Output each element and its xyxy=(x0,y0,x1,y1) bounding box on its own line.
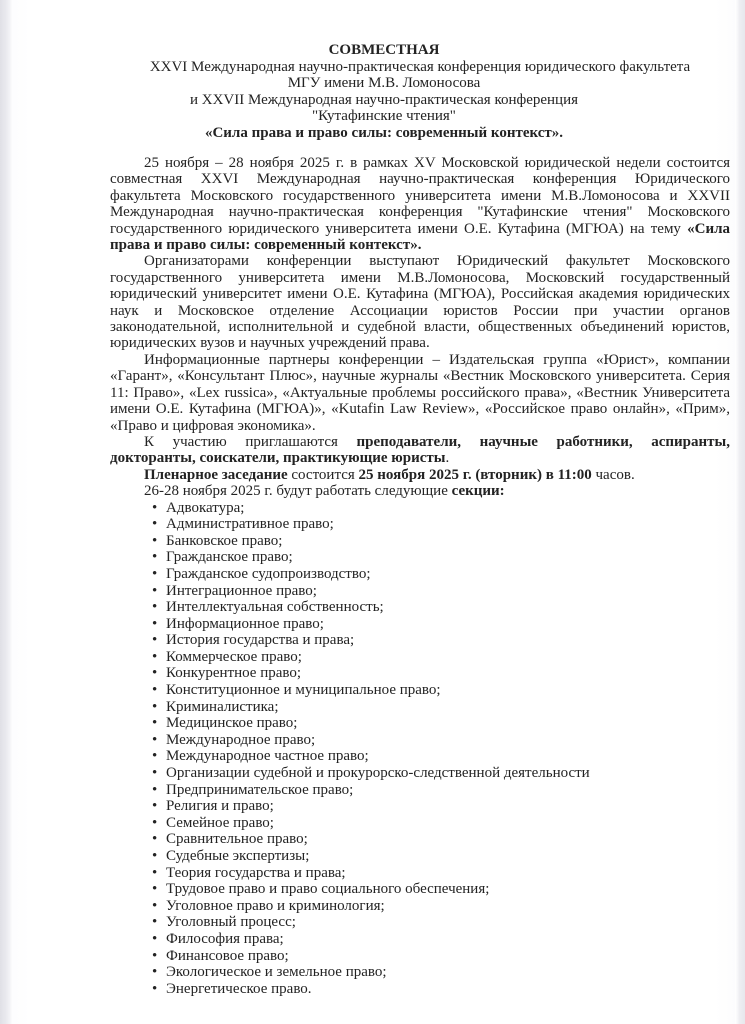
bullet-icon: • xyxy=(152,914,158,931)
section-list-item xyxy=(152,715,730,732)
title-line: "Кутафинские чтения" xyxy=(312,108,456,124)
bullet-icon: • xyxy=(152,930,158,947)
section-list-item xyxy=(152,682,730,699)
paragraph-bold-run: «Сила права и право силы: современный контекст». xyxy=(110,220,730,254)
section-label: Семейное право; xyxy=(166,814,274,831)
paragraph-bold-run: секции: xyxy=(451,483,505,500)
paragraph-run: Информационные партнеры конференции – Издательская группа «Юрист», компании «Гарант», «Консультант Плюс», научные журналы «Вестник Московского университета. Серия 11: Право», «Lex russica», «Актуальные проблемы российского права», «Вестник Университета имени О.Е. Кутафина (МГЮА)», «Kutafin Law Review», «Российское право онлайн», «Прим», «Право и цифровая экономика». xyxy=(110,351,730,434)
paragraph xyxy=(110,434,730,467)
section-label: Конкурентное право; xyxy=(166,665,302,682)
section-label: Интеллектуальная собственность; xyxy=(166,599,384,616)
bullet-icon: • xyxy=(152,632,158,649)
title-line: «Сила права и право силы: современный контекст». xyxy=(204,124,564,141)
section-list-item xyxy=(152,549,730,566)
body-paragraphs xyxy=(110,155,730,500)
bullet-icon: • xyxy=(152,798,158,815)
section-label: Международное право; xyxy=(166,731,316,748)
photo-left-edge xyxy=(0,0,13,1024)
bullet-icon: • xyxy=(152,864,158,881)
section-list-item xyxy=(152,831,730,848)
paragraph-run: . xyxy=(445,450,450,467)
section-list-item xyxy=(152,898,730,915)
section-label: Трудовое право и право социального обеспечения; xyxy=(166,881,490,898)
bullet-icon: • xyxy=(152,715,158,732)
section-label: Философия права; xyxy=(166,930,284,947)
section-label: Уголовное право и криминология; xyxy=(166,897,385,914)
section-list-item xyxy=(152,516,730,533)
document-page xyxy=(110,42,730,997)
section-label: Религия и право; xyxy=(166,798,274,815)
paragraph-run: Организаторами конференции выступают Юридический факультет Московского государственного университета имени М.В.Ломоносова, Московский государственный юридический университет имени О.Е. Кутафина (МГЮА), Российская академия юридических наук и Московское отделение Ассоциации юристов России при участии органов законодательной, исполнительной и судебной власти, общественных объединений юристов, юридических вузов и научных учреждений права. xyxy=(110,253,730,352)
bullet-icon: • xyxy=(152,615,158,632)
section-list-item xyxy=(152,881,730,898)
bullet-icon: • xyxy=(152,549,158,566)
paragraph xyxy=(110,253,730,351)
bullet-icon: • xyxy=(152,698,158,715)
section-list-item xyxy=(152,765,730,782)
paragraph-run: состоится xyxy=(287,466,359,483)
section-label: Международное частное право; xyxy=(166,748,369,765)
bullet-icon: • xyxy=(152,980,158,997)
bullet-icon: • xyxy=(152,814,158,831)
section-label: Финансовое право; xyxy=(166,947,289,964)
bullet-icon: • xyxy=(152,748,158,765)
bullet-icon: • xyxy=(152,582,158,599)
section-list-item xyxy=(152,782,730,799)
title-line: XXVI Международная научно-практическая конференция юридического факультета xyxy=(149,58,691,75)
paragraph-run: К участию приглашаются xyxy=(144,433,357,450)
section-list-item xyxy=(152,865,730,882)
section-list-item xyxy=(152,914,730,931)
section-label: Банковское право; xyxy=(166,532,283,549)
bullet-icon: • xyxy=(152,648,158,665)
sections-list xyxy=(110,500,730,998)
section-list-item xyxy=(152,699,730,716)
section-list-item xyxy=(152,566,730,583)
section-list-item xyxy=(152,732,730,749)
paragraph-bold-run: Пленарное заседание xyxy=(144,466,288,483)
section-label: История государства и права; xyxy=(166,632,355,649)
paragraph-run: 26-28 ноября 2025 г. будут работать следующие xyxy=(144,483,452,500)
title-line: и XXVII Международная научно-практическая конференция xyxy=(189,91,579,108)
paragraph-bold-run: 25 ноября 2025 г. (вторник) в 11:00 xyxy=(358,466,592,483)
section-label: Информационное право; xyxy=(166,615,324,632)
section-list-item xyxy=(152,500,730,517)
section-label: Конституционное и муниципальное право; xyxy=(166,682,441,699)
paragraph xyxy=(110,352,730,434)
bullet-icon: • xyxy=(152,565,158,582)
paragraph-run: 25 ноября – 28 ноября 2025 г. в рамках XV Московской юридической недели состоится совместная XXVI Международная научно-практическая конференция Юридического факультета Московского государственного университета имени М.В.Ломоносова и XXVII Международная научно-практическая конференция "Кутафинские чтения" Московского государственного юридического университета имени О.Е. Кутафина (МГЮА) на тему xyxy=(110,155,730,237)
paragraph xyxy=(110,467,730,483)
section-label: Интеграционное право; xyxy=(166,582,317,599)
section-list-item xyxy=(152,599,730,616)
section-label: Организации судебной и прокурорско-следственной деятельности xyxy=(166,765,590,782)
section-label: Экологическое и земельное право; xyxy=(166,964,387,981)
section-label: Теория государства и права; xyxy=(166,864,346,881)
bullet-icon: • xyxy=(152,881,158,898)
section-list-item xyxy=(152,583,730,600)
section-label: Гражданское право; xyxy=(166,549,293,566)
section-list-item xyxy=(152,815,730,832)
bullet-icon: • xyxy=(152,897,158,914)
paragraph xyxy=(110,155,730,253)
section-label: Предпринимательское право; xyxy=(166,781,354,798)
section-list-item xyxy=(152,848,730,865)
section-list-item xyxy=(152,665,730,682)
bullet-icon: • xyxy=(152,665,158,682)
bullet-icon: • xyxy=(152,599,158,616)
section-label: Административное право; xyxy=(166,516,334,533)
section-label: Медицинское право; xyxy=(166,715,298,732)
section-label: Криминалистика; xyxy=(166,698,279,715)
photo-right-edge xyxy=(735,0,745,1024)
paragraph xyxy=(110,483,730,499)
bullet-icon: • xyxy=(152,499,158,516)
section-label: Уголовный процесс; xyxy=(166,914,296,931)
document-title-block xyxy=(110,42,730,141)
bullet-icon: • xyxy=(152,964,158,981)
section-list-item xyxy=(152,931,730,948)
bullet-icon: • xyxy=(152,682,158,699)
bullet-icon: • xyxy=(152,532,158,549)
section-list-item xyxy=(152,632,730,649)
bullet-icon: • xyxy=(152,848,158,864)
section-label: Сравнительное право; xyxy=(166,831,308,848)
section-list-item xyxy=(152,748,730,765)
title-line: МГУ имени М.В. Ломоносова xyxy=(287,75,481,91)
section-label: Гражданское судопроизводство; xyxy=(166,565,371,582)
section-label: Коммерческое право; xyxy=(166,648,302,665)
section-list-item xyxy=(152,616,730,633)
bullet-icon: • xyxy=(152,781,158,798)
bullet-icon: • xyxy=(152,947,158,964)
title-line: СОВМЕСТНАЯ xyxy=(328,42,440,58)
section-list-item xyxy=(152,981,730,998)
section-label: Адвокатура; xyxy=(166,499,245,516)
paragraph-bold-run: преподаватели, научные работники, аспиранты, докторанты, соискатели, практикующие юристы xyxy=(110,433,730,467)
bullet-icon: • xyxy=(152,831,158,848)
section-list-item xyxy=(152,533,730,550)
section-list-item xyxy=(152,948,730,965)
section-list-item xyxy=(152,649,730,666)
section-label: Судебные экспертизы; xyxy=(166,848,310,864)
paragraph-run: часов. xyxy=(591,466,635,483)
section-list-item xyxy=(152,798,730,815)
section-list-item xyxy=(152,964,730,981)
section-label: Энергетическое право. xyxy=(166,980,312,997)
bullet-icon: • xyxy=(152,516,158,533)
bullet-icon: • xyxy=(152,731,158,748)
bullet-icon: • xyxy=(152,765,158,782)
